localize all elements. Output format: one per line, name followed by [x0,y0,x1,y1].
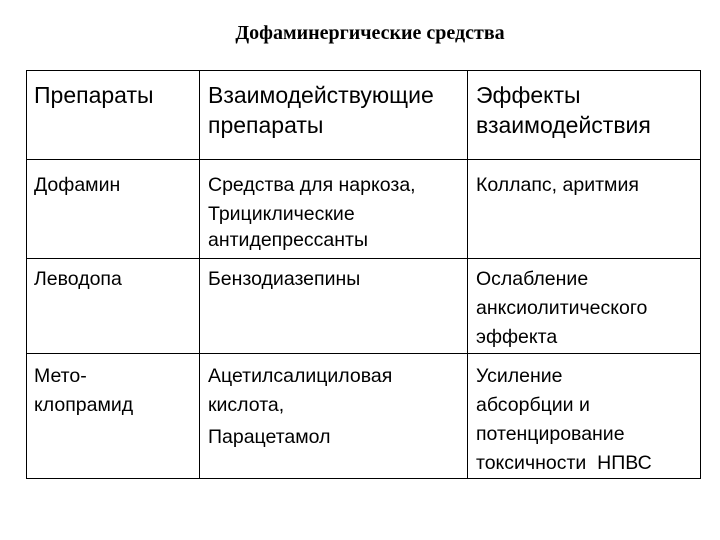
header-interacting [200,71,468,160]
header-interacting-line: Взаимодействующие [208,82,434,108]
interacting-line: Трициклические [208,203,355,225]
header-effects-line: Эффекты [476,82,581,108]
table-row [27,259,701,354]
table-row [27,354,701,479]
effects-line: Ослабление [476,268,589,290]
drug-name: Дофамин [34,174,121,196]
interacting-line: Парацетамол [208,426,331,448]
interacting-line: кислота, [208,394,285,416]
effects-line: Усиление [476,365,563,387]
effects-cell [468,259,701,354]
drug-cell [27,259,200,354]
header-effects [468,71,701,160]
page-title: Дофаминергические средства [235,22,505,44]
interacting-line: Бензодиазепины [208,268,361,290]
interacting-line: Ацетилсалициловая [208,365,393,387]
drug-name: Мето- [34,365,87,387]
table-row [27,160,701,259]
effects-line: токсичности НПВС [476,452,652,474]
table-header-row [27,71,701,160]
effects-cell [468,354,701,479]
interacting-line: Средства для наркоза, [208,174,416,196]
interacting-cell [200,259,468,354]
drug-name: Леводопа [34,268,122,290]
header-drugs [27,71,200,160]
effects-line: абсорбции и [476,394,590,416]
drug-cell [27,160,200,259]
effects-cell [468,160,701,259]
interaction-table [26,70,701,479]
interacting-cell [200,354,468,479]
header-effects-line: взаимодействия [476,112,651,138]
drug-name: клопрамид [34,394,134,416]
header-interacting-line: препараты [208,112,324,138]
effects-line: анксиолитического [476,297,648,319]
effects-line: потенцирование [476,423,625,445]
interacting-cell [200,160,468,259]
effects-line: Коллапс, аритмия [476,174,639,196]
header-drugs-label: Препараты [34,82,154,108]
interacting-line: антидепрессанты [208,229,368,251]
effects-line: эффекта [476,326,558,348]
drug-cell [27,354,200,479]
